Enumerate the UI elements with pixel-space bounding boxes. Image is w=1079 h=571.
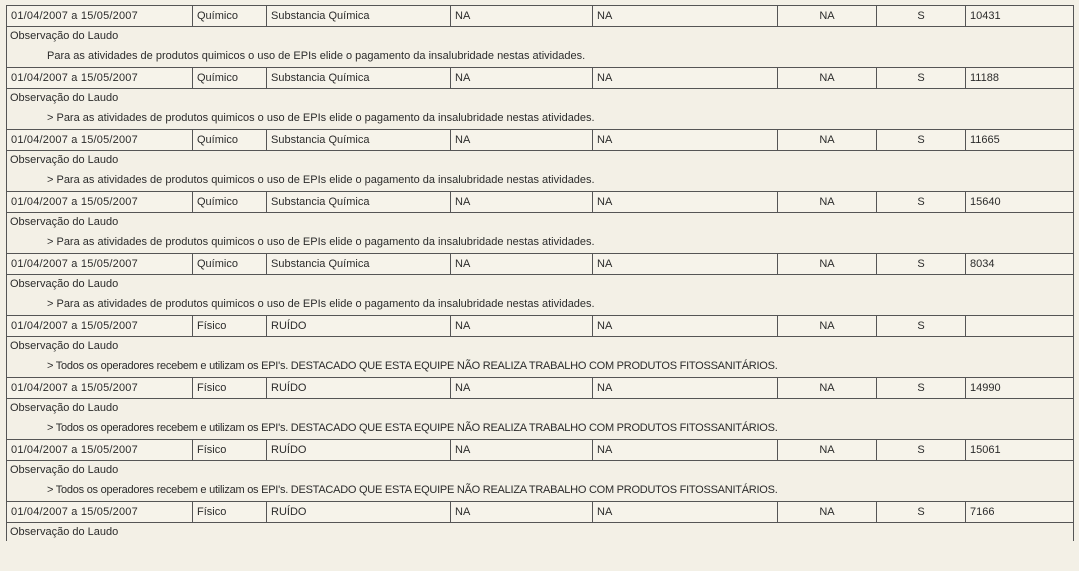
type-cell: Químico bbox=[193, 6, 267, 26]
na-cell-3: NA bbox=[778, 378, 877, 398]
agent-cell: RUÍDO bbox=[267, 316, 451, 336]
na-cell-2: NA bbox=[593, 192, 778, 212]
code-cell: 10431 bbox=[970, 10, 1001, 22]
na-cell-3: NA bbox=[778, 6, 877, 26]
flag-cell: S bbox=[877, 130, 966, 150]
type-cell: Físico bbox=[193, 378, 267, 398]
table-row bbox=[6, 440, 1074, 461]
type-cell: Químico bbox=[193, 192, 267, 212]
flag-cell: S bbox=[877, 316, 966, 336]
na-cell-3: NA bbox=[778, 254, 877, 274]
agent-cell: Substancia Química bbox=[267, 68, 451, 88]
na-cell-2: NA bbox=[593, 316, 778, 336]
type-cell: Químico bbox=[193, 130, 267, 150]
na-cell-2: NA bbox=[593, 378, 778, 398]
observation-block bbox=[6, 523, 1074, 541]
code-cell bbox=[966, 316, 1073, 336]
agent-cell: Substancia Química bbox=[267, 130, 451, 150]
table-row bbox=[6, 6, 1074, 27]
period-cell: 01/04/2007 a 15/05/2007 bbox=[7, 6, 193, 26]
flag-cell: S bbox=[877, 68, 966, 88]
period-cell: 01/04/2007 a 15/05/2007 bbox=[7, 440, 193, 460]
table-row bbox=[6, 316, 1074, 337]
observation-label: Observação do Laudo bbox=[10, 30, 119, 42]
observation-label: Observação do Laudo bbox=[10, 92, 119, 104]
observation-text: > Todos os operadores recebem e utilizam os EPI's. DESTACADO QUE ESTA EQUIPE NÃO REALIZA TRABALHO COM PRODUTOS FITOSSANITÁRIOS. bbox=[47, 360, 778, 372]
type-cell: Químico bbox=[193, 254, 267, 274]
code-cell: 15640 bbox=[970, 196, 1001, 208]
type-cell: Físico bbox=[193, 502, 267, 522]
observation-text: > Para as atividades de produtos quimicos o uso de EPIs elide o pagamento da insalubridade nestas atividades. bbox=[47, 174, 595, 186]
laudo-table bbox=[6, 0, 1074, 541]
table-row bbox=[6, 378, 1074, 399]
observation-text: > Todos os operadores recebem e utilizam os EPI's. DESTACADO QUE ESTA EQUIPE NÃO REALIZA TRABALHO COM PRODUTOS FITOSSANITÁRIOS. bbox=[47, 484, 778, 496]
period-cell: 01/04/2007 a 15/05/2007 bbox=[7, 68, 193, 88]
code-cell: 11665 bbox=[970, 134, 1000, 146]
na-cell-1: NA bbox=[451, 6, 593, 26]
flag-cell: S bbox=[877, 254, 966, 274]
na-cell-3: NA bbox=[778, 502, 877, 522]
na-cell-1: NA bbox=[451, 254, 593, 274]
code-cell: 15061 bbox=[970, 444, 1001, 456]
agent-cell: Substancia Química bbox=[267, 254, 451, 274]
observation-text: > Para as atividades de produtos quimicos o uso de EPIs elide o pagamento da insalubridade nestas atividades. bbox=[47, 112, 595, 124]
table-row bbox=[6, 254, 1074, 275]
na-cell-1: NA bbox=[451, 192, 593, 212]
period-cell: 01/04/2007 a 15/05/2007 bbox=[7, 316, 193, 336]
na-cell-2: NA bbox=[593, 254, 778, 274]
period-cell: 01/04/2007 a 15/05/2007 bbox=[7, 378, 193, 398]
observation-label: Observação do Laudo bbox=[10, 526, 119, 538]
na-cell-1: NA bbox=[451, 68, 593, 88]
na-cell-3: NA bbox=[778, 192, 877, 212]
observation-label: Observação do Laudo bbox=[10, 216, 119, 228]
observation-block bbox=[6, 213, 1074, 254]
observation-label: Observação do Laudo bbox=[10, 278, 119, 290]
period-cell: 01/04/2007 a 15/05/2007 bbox=[7, 502, 193, 522]
flag-cell: S bbox=[877, 6, 966, 26]
na-cell-3: NA bbox=[778, 316, 877, 336]
na-cell-1: NA bbox=[451, 130, 593, 150]
observation-text: Para as atividades de produtos quimicos o uso de EPIs elide o pagamento da insalubridade nestas atividades. bbox=[47, 50, 586, 62]
agent-cell: RUÍDO bbox=[267, 440, 451, 460]
code-cell: 7166 bbox=[970, 506, 995, 518]
table-row bbox=[6, 130, 1074, 151]
na-cell-2: NA bbox=[593, 440, 778, 460]
code-cell: 14990 bbox=[970, 382, 1001, 394]
observation-label: Observação do Laudo bbox=[10, 464, 119, 476]
observation-block bbox=[6, 89, 1074, 130]
type-cell: Físico bbox=[193, 440, 267, 460]
na-cell-2: NA bbox=[593, 130, 778, 150]
agent-cell: RUÍDO bbox=[267, 378, 451, 398]
type-cell: Físico bbox=[193, 316, 267, 336]
period-cell: 01/04/2007 a 15/05/2007 bbox=[7, 192, 193, 212]
flag-cell: S bbox=[877, 192, 966, 212]
na-cell-2: NA bbox=[593, 502, 778, 522]
agent-cell: Substancia Química bbox=[267, 6, 451, 26]
flag-cell: S bbox=[877, 378, 966, 398]
observation-block bbox=[6, 399, 1074, 440]
observation-text: > Para as atividades de produtos quimicos o uso de EPIs elide o pagamento da insalubridade nestas atividades. bbox=[47, 236, 595, 248]
table-row bbox=[6, 192, 1074, 213]
na-cell-1: NA bbox=[451, 440, 593, 460]
flag-cell: S bbox=[877, 502, 966, 522]
observation-label: Observação do Laudo bbox=[10, 340, 119, 352]
agent-cell: Substancia Química bbox=[267, 192, 451, 212]
observation-text: > Todos os operadores recebem e utilizam os EPI's. DESTACADO QUE ESTA EQUIPE NÃO REALIZA TRABALHO COM PRODUTOS FITOSSANITÁRIOS. bbox=[47, 422, 778, 434]
na-cell-3: NA bbox=[778, 130, 877, 150]
code-cell: 11188 bbox=[970, 72, 999, 84]
na-cell-1: NA bbox=[451, 502, 593, 522]
observation-block bbox=[6, 275, 1074, 316]
code-cell: 8034 bbox=[970, 258, 995, 270]
observation-label: Observação do Laudo bbox=[10, 402, 119, 414]
period-cell: 01/04/2007 a 15/05/2007 bbox=[7, 130, 193, 150]
na-cell-3: NA bbox=[778, 440, 877, 460]
na-cell-2: NA bbox=[593, 68, 778, 88]
flag-cell: S bbox=[877, 440, 966, 460]
type-cell: Químico bbox=[193, 68, 267, 88]
na-cell-1: NA bbox=[451, 378, 593, 398]
observation-block bbox=[6, 337, 1074, 378]
observation-block bbox=[6, 151, 1074, 192]
observation-block bbox=[6, 27, 1074, 68]
agent-cell: RUÍDO bbox=[267, 502, 451, 522]
na-cell-2: NA bbox=[593, 6, 778, 26]
period-cell: 01/04/2007 a 15/05/2007 bbox=[7, 254, 193, 274]
observation-block bbox=[6, 461, 1074, 502]
na-cell-3: NA bbox=[778, 68, 877, 88]
observation-text: > Para as atividades de produtos quimicos o uso de EPIs elide o pagamento da insalubridade nestas atividades. bbox=[47, 298, 595, 310]
table-row bbox=[6, 502, 1074, 523]
observation-label: Observação do Laudo bbox=[10, 154, 119, 166]
na-cell-1: NA bbox=[451, 316, 593, 336]
table-row bbox=[6, 68, 1074, 89]
